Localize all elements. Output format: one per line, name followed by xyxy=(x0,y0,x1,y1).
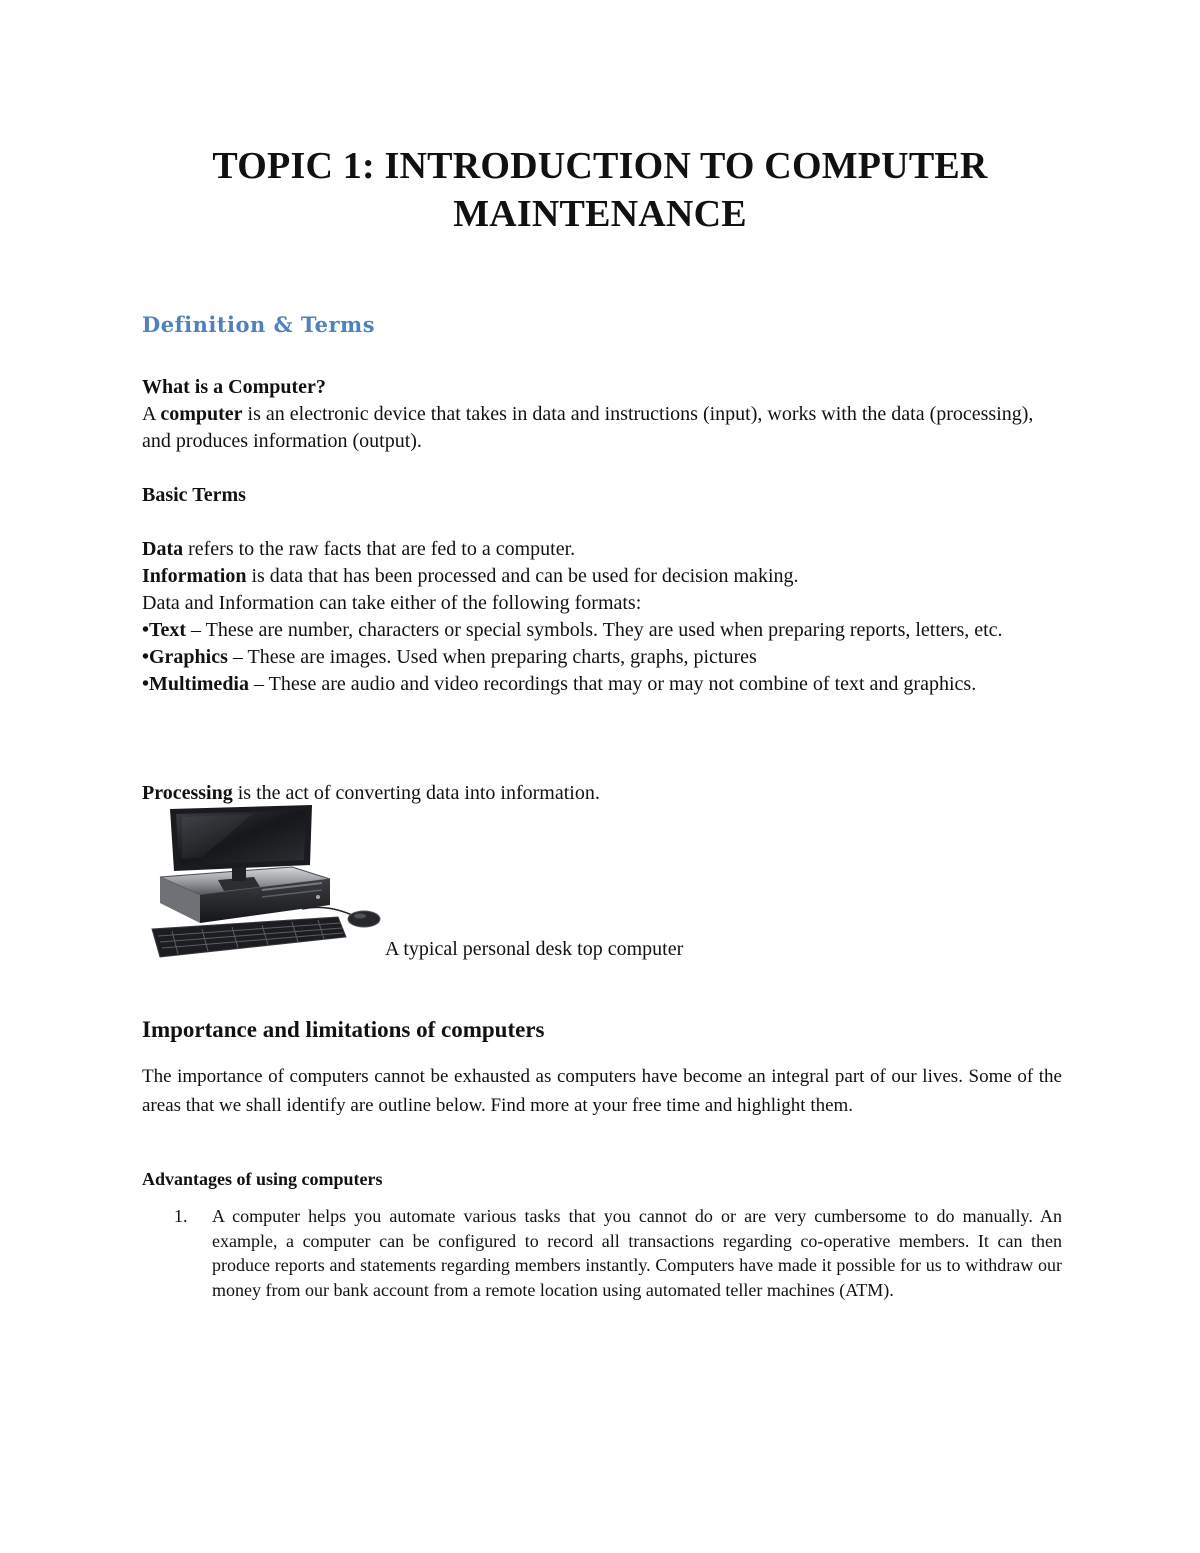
computer-definition: A computer is an electronic device that takes in data and instructions (input), works with the data (processing), and produces information (output). xyxy=(142,403,1034,452)
format-text: •Text – These are number, characters or special symbols. They are used when preparing reports, letters, etc. xyxy=(142,619,1003,641)
formats-intro: Data and Information can take either of the following formats: xyxy=(142,592,642,614)
basic-terms-block xyxy=(142,482,1062,698)
basic-terms-heading: Basic Terms xyxy=(142,484,246,506)
page-title xyxy=(100,142,1100,238)
processing-definition: Processing is the act of converting data into information. xyxy=(142,782,600,804)
title-line-2: MAINTENANCE xyxy=(453,193,747,235)
list-item xyxy=(142,1204,1062,1302)
advantages-heading: Advantages of using computers xyxy=(142,1169,383,1189)
data-definition: Data refers to the raw facts that are fed to a computer. xyxy=(142,538,576,560)
format-graphics: •Graphics – These are images. Used when preparing charts, graphs, pictures xyxy=(142,646,757,668)
advantages-list xyxy=(142,1204,1062,1302)
computer-term: computer xyxy=(160,403,243,425)
title-line-1: TOPIC 1: INTRODUCTION TO COMPUTER xyxy=(212,145,988,187)
desktop-computer-illustration xyxy=(142,805,384,962)
list-item-text: A computer helps you automate various tasks that you cannot do or are very cumbersome to do manually. An example, a computer can be configured to record all transactions regarding co-operative members. It can then produce reports and statements regarding members instantly. Computers have made it possible for us to withdraw our money from our bank account from a remote location using automated teller machines (ATM). xyxy=(212,1206,1062,1300)
information-definition: Information is data that has been processed and can be used for decision making. xyxy=(142,565,799,587)
importance-heading: Importance and limitations of computers xyxy=(142,1017,545,1042)
list-item-number: 1. xyxy=(174,1206,188,1226)
section-heading-definitions: Definition & Terms xyxy=(142,312,376,337)
importance-paragraph: The importance of computers cannot be exhausted as computers have become an integral part of our lives. Some of the areas that we shall identify are outline below. Find more at your free time and highlight them. xyxy=(142,1066,1062,1116)
figure-caption: A typical personal desk top computer xyxy=(385,938,684,960)
format-multimedia: •Multimedia – These are audio and video recordings that may or may not combine of text and graphics. xyxy=(142,673,977,695)
what-is-computer-heading: What is a Computer? xyxy=(142,376,326,398)
what-is-computer-block xyxy=(142,374,1062,455)
